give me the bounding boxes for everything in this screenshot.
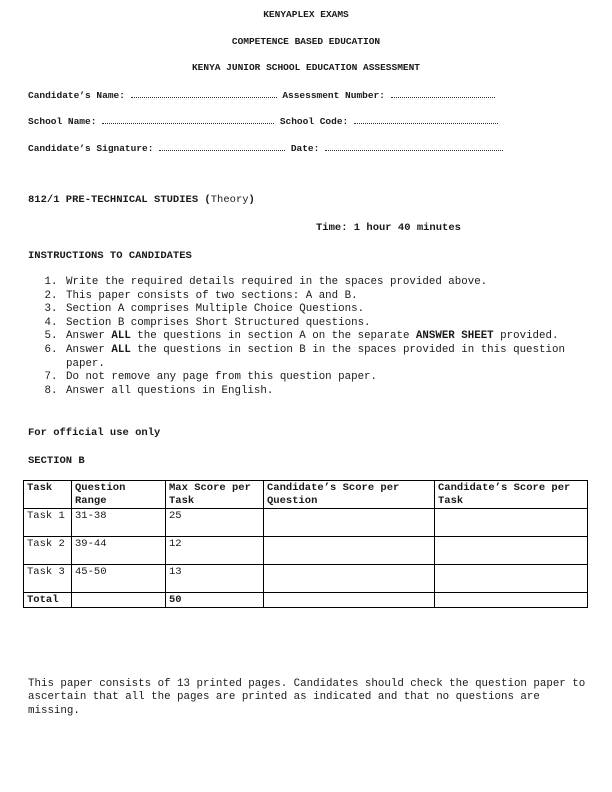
candidate-signature-field[interactable] xyxy=(159,142,285,151)
column-header: Candidate’s Score per Task xyxy=(435,481,588,509)
school-code-label: School Code: xyxy=(279,116,349,127)
column-header: Task xyxy=(24,481,72,509)
score-table xyxy=(23,480,588,608)
time-allowed: Time: 1 hour 40 minutes xyxy=(316,222,461,234)
score-table-header-row xyxy=(24,481,588,509)
score-per-task-cell[interactable] xyxy=(435,537,588,565)
column-header: Max Score per Task xyxy=(166,481,264,509)
table-row: Task 2 39-44 12 xyxy=(24,537,588,565)
candidate-signature-label: Candidate’s Signature: xyxy=(28,143,154,154)
score-per-question-cell[interactable] xyxy=(264,537,435,565)
page-count-notice: This paper consists of 13 printed pages. Candidates should check the question paper to ascertain that all the pages are printed as indicated and that no questions are missing. xyxy=(28,678,586,717)
candidate-name-field[interactable] xyxy=(131,89,277,98)
date-label: Date: xyxy=(290,143,320,154)
table-row: Task 1 31-38 25 xyxy=(24,509,588,537)
curriculum-title: COMPETENCE BASED EDUCATION xyxy=(231,36,381,47)
date-field[interactable] xyxy=(325,142,503,151)
score-per-question-cell[interactable] xyxy=(264,509,435,537)
instruction-item: 6. Answer ALL the questions in section B in the spaces provided in this question paper. xyxy=(64,344,604,371)
table-row: Task 3 45-50 13 xyxy=(24,565,588,593)
school-row xyxy=(28,115,498,127)
instruction-item: 3. Section A comprises Multiple Choice Questions. xyxy=(64,303,604,317)
paper-variant: Theory xyxy=(210,194,249,206)
assessment-number-field[interactable] xyxy=(391,89,495,98)
official-use-label: For official use only xyxy=(28,427,161,439)
candidate-name-label: Candidate’s Name: xyxy=(28,90,125,101)
instruction-item: 8. Answer all questions in English. xyxy=(64,385,604,399)
total-score-per-task-cell[interactable] xyxy=(435,593,588,608)
instruction-item: 4. Section B comprises Short Structured questions. xyxy=(64,317,604,331)
school-name-field[interactable] xyxy=(102,115,274,124)
instruction-item: 2. This paper consists of two sections: A and B. xyxy=(64,290,604,304)
exam-body-title: KENYAPLEX EXAMS xyxy=(263,9,349,20)
paper-title: 812/1 PRE-TECHNICAL STUDIES (Theory) xyxy=(28,194,255,206)
score-per-task-cell[interactable] xyxy=(435,509,588,537)
instruction-item: 7. Do not remove any page from this question paper. xyxy=(64,371,604,385)
assessment-number-label: Assessment Number: xyxy=(282,90,385,101)
total-row: Total 50 xyxy=(24,593,588,608)
instructions-list xyxy=(28,276,604,398)
column-header: Candidate’s Score per Question xyxy=(264,481,435,509)
school-code-field[interactable] xyxy=(354,115,498,124)
signature-row xyxy=(28,142,503,154)
instruction-item: 5. Answer ALL the questions in section A on the separate ANSWER SHEET provided. xyxy=(64,330,604,344)
assessment-title: KENYA JUNIOR SCHOOL EDUCATION ASSESSMENT xyxy=(191,62,421,73)
candidate-name-row xyxy=(28,89,495,101)
section-b-label: SECTION B xyxy=(28,455,85,467)
column-header: Question Range xyxy=(72,481,166,509)
score-per-task-cell[interactable] xyxy=(435,565,588,593)
instruction-item: 1. Write the required details required in the spaces provided above. xyxy=(64,276,604,290)
school-name-label: School Name: xyxy=(28,116,97,127)
score-per-question-cell[interactable] xyxy=(264,565,435,593)
total-score-per-question-cell[interactable] xyxy=(264,593,435,608)
instructions-heading: INSTRUCTIONS TO CANDIDATES xyxy=(28,250,192,262)
